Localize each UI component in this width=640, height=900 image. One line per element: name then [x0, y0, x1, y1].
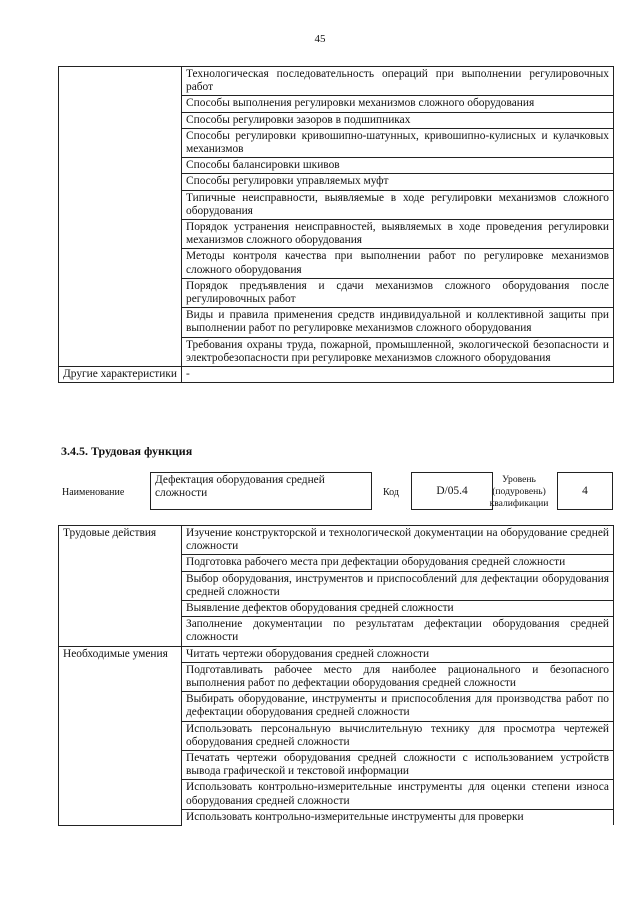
knowledge-item: Технологическая последовательность операций при выполнении регулировочных работ: [182, 67, 614, 96]
name-label: Наименование: [62, 487, 125, 498]
code-label: Код: [383, 487, 399, 498]
skill-item: Использовать контрольно-измерительные инструменты для оценки степени износа оборудования средней сложности: [182, 780, 614, 809]
skill-item: Использовать персональную вычислительную технику для просмотра чертежей оборудования средней сложности: [182, 721, 614, 750]
other-characteristics-label: Другие характеристики: [59, 367, 182, 383]
skill-item: Печатать чертежи оборудования средней сложности с использованием устройств вывода графической и текстовой информации: [182, 751, 614, 780]
knowledge-item: Способы выполнения регулировки механизмов сложного оборудования: [182, 96, 614, 112]
knowledge-item: Методы контроля качества при выполнении работ по регулировке механизмов сложного оборудования: [182, 249, 614, 278]
action-item: Выбор оборудования, инструментов и приспособлений для дефектации оборудования средней сложности: [182, 571, 614, 600]
skill-item: Выбирать оборудование, инструменты и приспособления для производства работ по дефектации оборудования средней сложности: [182, 692, 614, 721]
knowledge-item: Способы регулировки кривошипно-шатунных, кривошипно-кулисных и кулачковых механизмов: [182, 128, 614, 157]
level-value: 4: [557, 472, 613, 510]
function-table: [58, 525, 614, 826]
knowledge-label-cell: [59, 67, 182, 367]
section-title: 3.4.5. Трудовая функция: [61, 444, 193, 458]
function-header: [58, 472, 613, 512]
knowledge-item: Типичные неисправности, выявляемые в ходе регулировки механизмов сложного оборудования: [182, 190, 614, 219]
action-item: Изучение конструкторской и технологической документации на оборудование средней сложности: [182, 526, 614, 555]
page-number: 45: [314, 33, 326, 45]
knowledge-item: Требования охраны труда, пожарной, промышленной, экологической безопасности и электробезопасности при регулировке механизмов сложного оборудования: [182, 337, 614, 366]
knowledge-item: Порядок устранения неисправностей, выявляемых в ходе проведения регулировки механизмов сложного оборудования: [182, 220, 614, 249]
other-characteristics-value: -: [182, 367, 614, 383]
knowledge-item: Способы регулировки управляемых муфт: [182, 174, 614, 190]
knowledge-table: [58, 66, 614, 383]
action-item: Заполнение документации по результатам дефектации оборудования средней сложности: [182, 617, 614, 646]
code-value: D/05.4: [411, 472, 493, 510]
skill-item: Подготавливать рабочее место для наиболее рационального и безопасного выполнения работ по дефектации оборудования средней сложности: [182, 662, 614, 691]
action-item: Подготовка рабочего места при дефектации оборудования средней сложности: [182, 555, 614, 571]
name-value: Дефектация оборудования средней сложности: [150, 472, 372, 510]
skill-item: Использовать контрольно-измерительные инструменты для проверки: [182, 809, 614, 825]
actions-label: Трудовые действия: [59, 526, 182, 647]
knowledge-item: Виды и правила применения средств индивидуальной и коллективной защиты при выполнении работ по регулировке механизмов сложного оборудования: [182, 308, 614, 337]
knowledge-item: Порядок предъявления и сдачи механизмов сложного оборудования после регулировочных работ: [182, 278, 614, 307]
skill-item: Читать чертежи оборудования средней сложности: [182, 646, 614, 662]
level-label: Уровень (подуровень) квалификации: [489, 474, 549, 509]
knowledge-item: Способы регулировки зазоров в подшипниках: [182, 112, 614, 128]
action-item: Выявление дефектов оборудования средней сложности: [182, 601, 614, 617]
skills-label: Необходимые умения: [59, 646, 182, 825]
knowledge-item: Способы балансировки шкивов: [182, 158, 614, 174]
